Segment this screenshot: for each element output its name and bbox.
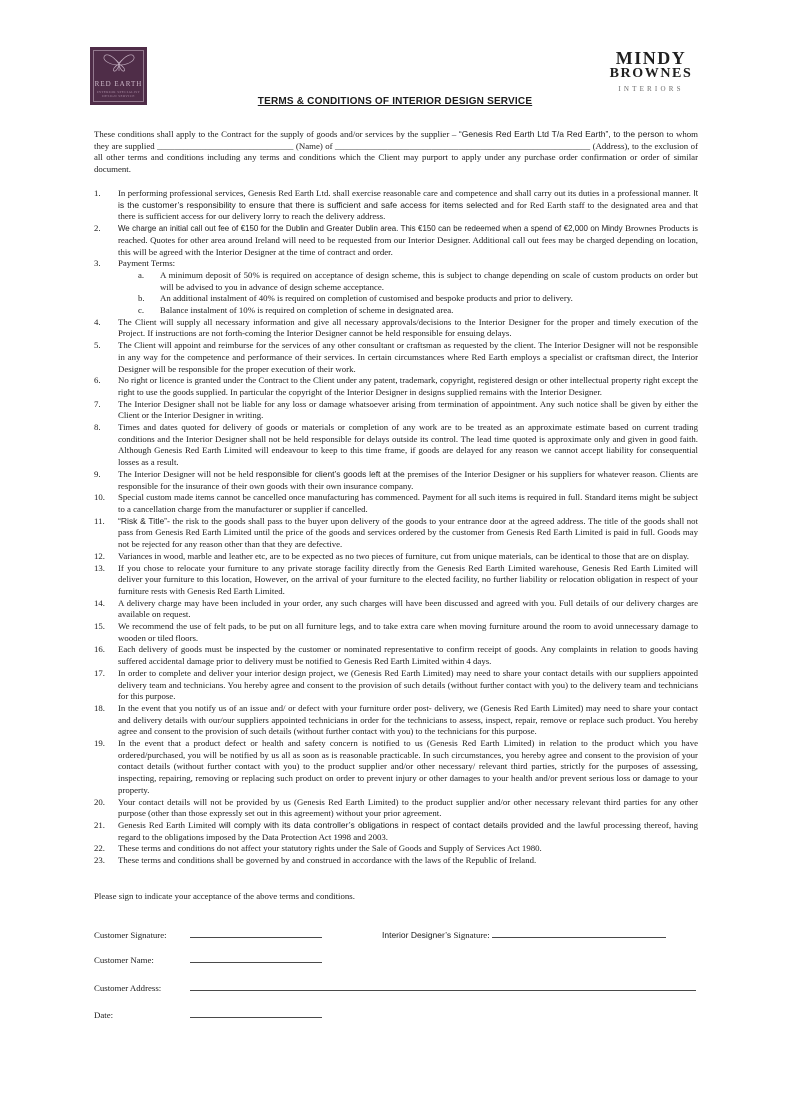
term-item-6	[94, 375, 698, 398]
term-item-8	[94, 422, 698, 469]
customer-name-label: Customer Name:	[94, 955, 154, 965]
term-text	[118, 223, 698, 258]
term-number: 15.	[94, 621, 105, 632]
text-run: In the event that you notify us of an issue and/ or defect with your furniture order post- delivery, we (Genesis Red Earth Limited) may need to share your contact and delivery details with our/our suppliers appointed technicians in order for the technicians to assess, inspect, repair, remove or replace such product. You hereby agree and consent to the provision of such details (without further contact with you) to the technicians for this purpose.	[118, 702, 698, 737]
customer-name-row	[94, 953, 322, 967]
term-item-22	[94, 843, 698, 855]
term-number: 16.	[94, 644, 105, 655]
term-number: 21.	[94, 819, 105, 830]
text-run: will comply with its data controller’s obligations in respect of contact details provided and	[218, 819, 565, 830]
text-run: A minimum deposit of 50% is required on acceptance of design scheme, this is subject to change depending on scale of custom products on order but will be advised to you in advance of design scheme acceptance.	[160, 269, 698, 292]
page-title: TERMS & CONDITIONS OF INTERIOR DESIGN SERVICE	[257, 96, 533, 107]
signature-section	[94, 891, 698, 1020]
term-item-20	[94, 797, 698, 820]
term-number: 23.	[94, 855, 105, 866]
customer-address-row	[94, 981, 696, 995]
term-number: 7.	[94, 398, 101, 409]
term-text	[118, 598, 698, 621]
text-run: In performing professional services, Genesis Red Earth Ltd. shall exercise reasonable care and competence and shall carry out its duties in a professional manner.	[118, 188, 694, 198]
term-number: c.	[138, 305, 145, 316]
term-text	[118, 644, 698, 667]
text-run: Your contact details will not be provided by us (Genesis Red Earth Limited) to the product supplier and/or other necessary relevant third parties for any other purpose (other than those expressly set out in this agreement) without your prior agreement.	[118, 796, 698, 819]
term-number: 12.	[94, 550, 105, 561]
term-number: 13.	[94, 562, 105, 573]
date-row	[94, 1008, 322, 1022]
text-run: Each delivery of goods must be inspected by the customer or nominated representative to confirm receipt of goods. Any complaints in relation to goods having suffered accidental damage prior to delivery must be notified to Genesis Red Earth Limited within 4 days.	[118, 644, 698, 667]
term-item-17	[94, 668, 698, 703]
term-text	[160, 270, 698, 293]
text-run: In the event that a product defect or health and safety concern is notified to us (Genesis Red Earth Limited) in relation to the product which you have ordered/purchased, you will be notified by us all as soon as is reasonable practicable. In such circumstances, you hereby agree and consent to the provision of your contact details (without further contact with you) to the product supplier and/or other necessary/ relevant third parties, strictly for the purposes of assessing, inspecting, repairing, removing or replacing such product on order to prevent injury or other damages to your health and/or prevent serious loss or damage to your property.	[118, 738, 698, 795]
term-number: 5.	[94, 340, 101, 351]
term-number: 1.	[94, 188, 101, 198]
term-number: b.	[138, 293, 145, 304]
term-item-14	[94, 598, 698, 621]
term-text	[118, 668, 698, 703]
term-item-9	[94, 469, 698, 492]
text-run: We charge an initial call out fee of €150 for the Dublin and Greater Dublin area. This €150 can be redeemed when a spend of €2,000 on Mindy	[118, 224, 626, 234]
text-run: responsible for client’s goods left at the	[255, 468, 408, 479]
term-item-12	[94, 551, 698, 563]
term-item-5	[94, 340, 698, 375]
term-item-4	[94, 317, 698, 340]
text-run: The Interior Designer shall not be liable for any loss or damage whatsoever arising from termination of appointment. Any such notice shall be given by either the Client or the Interior Designer in writing.	[118, 398, 698, 421]
term-text	[118, 258, 698, 270]
customer-signature-row	[94, 928, 698, 942]
name-blank[interactable]: _______________________________	[157, 140, 294, 151]
logo-tagline-line1: INTERIOR SPECIALIST	[96, 90, 141, 94]
term-text	[118, 188, 698, 223]
term-number: 8.	[94, 422, 101, 433]
text-run: The Client will supply all necessary information and give all necessary approvals/decisions to the Interior Designer for the proper and timely execution of the Project. If instructions are not forth-coming the Interior Designer cannot be held responsible for ensuing delays.	[118, 316, 698, 339]
term-item-11	[94, 516, 698, 551]
text-run: Special custom made items cannot be cancelled once manufacturing has commenced. Payment for all such items is required in full. Standard items might be subject to a cancellation charge from the manufacturer or supplier if cancelled.	[118, 492, 698, 514]
term-text	[118, 563, 698, 598]
term-text	[118, 855, 698, 867]
term-number: 20.	[94, 796, 105, 807]
term-text	[118, 516, 698, 551]
text-run: the lawful processing thereof, having regard to the obligations imposed by the Data Protection Act 1998 and 2003.	[118, 819, 698, 842]
logo-brand-text: RED EARTH	[94, 80, 143, 88]
term-text	[118, 797, 698, 820]
text-run: (Name) of	[293, 140, 336, 151]
term-item-18	[94, 703, 698, 738]
intro-paragraph	[94, 129, 698, 176]
designer-label-sans: Interior Designer’s	[382, 930, 454, 940]
designer-label-serif: Signature:	[453, 930, 490, 940]
text-run: “Risk & Title”	[118, 515, 168, 526]
term-text	[118, 703, 698, 738]
term-number: 14.	[94, 597, 105, 608]
text-run: Balance instalment of 10% is required on completion of scheme in designated area.	[160, 305, 454, 316]
term-text	[118, 738, 698, 797]
term-subitem-c	[138, 305, 698, 317]
text-run: Times and dates quoted for delivery of goods or materials or completion of any work are to be treated as an approximate estimate based on current trading conditions and the Interior Designer shall not be held responsible for delays outside its control. The lead time quoted is approximate only and given in good faith. Although Genesis Red Earth Limited will endeavour to keep to this time frame, if goods are delayed for any reason we cannot accept liability for consequential losses as a result.	[118, 422, 698, 468]
moth-icon	[102, 52, 136, 74]
text-run: These terms and conditions do not affect your statutory rights under the Sale of Goods and Supply of Services Act 1980.	[118, 843, 542, 854]
terms-list	[94, 188, 698, 867]
term-number: 4.	[94, 316, 101, 327]
designer-signature-line[interactable]	[492, 928, 666, 938]
sign-instruction: Please sign to indicate your acceptance of the above terms and conditions.	[94, 891, 355, 901]
term-number: 22.	[94, 843, 105, 854]
text-run: In order to complete and deliver your interior design project, we (Genesis Red Earth Limited) may need to share your contact details with our suppliers appointed delivery team and technicians. You hereby agree and consent to the provision of such details (without further contact with you) to the delivery team and technicians for this purpose.	[118, 667, 698, 702]
address-blank[interactable]: __________________________________________________________	[335, 140, 591, 151]
logo-line-interiors: INTERIORS	[618, 85, 684, 93]
term-item-10	[94, 492, 698, 515]
term-item-2	[94, 223, 698, 258]
term-number: 17.	[94, 667, 105, 678]
logo-line-mindy: MINDY	[615, 48, 687, 68]
term-number: 2.	[94, 223, 101, 234]
term-text	[160, 305, 698, 317]
term-item-21	[94, 820, 698, 843]
term-text	[118, 375, 698, 398]
customer-signature-line[interactable]	[190, 928, 322, 938]
mindy-brownes-logo	[593, 50, 709, 94]
text-run: If you chose to relocate your furniture to any private storage facility directly from the Genesis Red Earth Limited warehouse, Genesis Red Earth Limited will deliver your furniture to this location, However, on the arrival of your furniture to the elected facility, no further liability or relocation obligation in respect of your furniture rests with Genesis Red Earth Limited.	[118, 562, 698, 596]
term-number: 10.	[94, 492, 105, 503]
term-number: 19.	[94, 738, 105, 749]
term-number: 9.	[94, 468, 101, 479]
text-run: It is the customer’s responsibility to ensure that there is sufficient and safe access for items selected	[118, 188, 698, 210]
term-text	[118, 843, 698, 855]
logo-tagline-line2: DESIGN SERVICE	[102, 94, 135, 99]
text-run: These conditions shall apply to the Contract for the supply of goods and/or services by the supplier –	[94, 129, 459, 139]
term-text	[118, 399, 698, 422]
text-run: Variances in wood, marble and leather etc, are to be expected as no two pieces of furniture, cut from unique materials, can be identical to those that are on display.	[118, 550, 690, 561]
term-subitem-b	[138, 293, 698, 305]
text-run: and for Red Earth staff to the designated area and that there is sufficient access for our delivery lorry to reach the delivery address.	[118, 199, 699, 222]
text-run: Brownes Products is reached. Quotes for other area around Ireland will need to be requested from our Interior Designer. Additional call out fees may be charged depending on location, this will be agreed with the Interior Designer at the time of contract and order.	[118, 223, 698, 257]
text-run: Payment Terms:	[118, 258, 176, 269]
text-run: An additional instalment of 40% is required on completion of customised and bespoke products and prior to delivery.	[160, 293, 573, 304]
term-item-3	[94, 258, 698, 270]
text-run: A delivery charge may have been included in your order, any such charges will have been discussed and agreed with you. Full details of our delivery charges are available on request.	[118, 597, 698, 620]
term-text	[118, 422, 698, 469]
term-text	[118, 317, 698, 340]
term-item-19	[94, 738, 698, 797]
text-run: The Interior Designer will not be held	[118, 468, 256, 479]
text-run: “Genesis Red Earth Ltd T/a Red Earth”, to the person	[458, 129, 664, 139]
term-number: 3.	[94, 258, 101, 269]
term-text	[118, 469, 698, 492]
text-run: - the risk to the goods shall pass to the buyer upon delivery of the goods to your entrance door at the agreed address. The title of the goods shall not pass from Genesis Red Earth Limited until the price of the goods and services ordered by the customer from Genesis Red Earth Limited is paid in full. Goods may not be rejected for any reason other than that they are defective.	[118, 515, 698, 550]
text-run: We recommend the use of felt pads, to be put on all furniture legs, and to take extra care when moving furniture around the room to avoid unnecessary damage to wooden or tiled floors.	[118, 621, 698, 643]
term-item-16	[94, 644, 698, 667]
term-item-15	[94, 621, 698, 644]
term-text	[118, 492, 698, 515]
text-run: to whom they are supplied	[94, 129, 698, 151]
term-number: 18.	[94, 702, 105, 713]
term-text	[118, 551, 698, 563]
date-line[interactable]	[190, 1008, 322, 1018]
customer-address-line[interactable]	[190, 981, 696, 991]
term-text	[118, 340, 698, 375]
text-run: premises of the Interior Designer or his suppliers for whatever reason. Clients are responsible for the insurance of their own goods with their own insurance company.	[118, 468, 698, 491]
customer-name-line[interactable]	[190, 953, 322, 963]
term-item-7	[94, 399, 698, 422]
logo-line-brownes: BROWNES	[609, 66, 693, 81]
text-run: No right or licence is granted under the Contract to the Client under any patent, trademark, copyright, registered design or other intellectual property right except the right to use the goods supplied. In particular the copyright of the Interior Designer in designs supplied remains with the Interior Designer.	[118, 375, 698, 397]
term-subitem-a	[138, 270, 698, 293]
term-text	[118, 621, 698, 644]
term-item-23	[94, 855, 698, 867]
text-run: These terms and conditions shall be governed by and construed in accordance with the laws of the Republic of Ireland.	[118, 855, 537, 866]
customer-address-label: Customer Address:	[94, 983, 162, 993]
date-label: Date:	[94, 1010, 114, 1020]
term-number: 6.	[94, 375, 101, 386]
term-item-13	[94, 563, 698, 598]
text-run: (Address), to the exclusion of all other terms and conditions including any terms and conditions which the Client may purport to apply under any purchase order confirmation or order of similar document.	[94, 140, 698, 175]
term-item-1	[94, 188, 698, 223]
customer-signature-label: Customer Signature:	[94, 930, 167, 940]
term-text	[118, 820, 698, 843]
term-number: 11.	[94, 515, 105, 526]
term-number: a.	[138, 269, 145, 280]
text-run: The Client will appoint and reimburse for the services of any other consultant or craftsman as requested by the client. The Interior Designer will not be responsible in any way for the competence and performance of their services. In certain circumstances where Red Earth employs a specialist or craftsman direct, the Interior Designer will be responsible for the proper execution of their work.	[118, 340, 698, 374]
designer-signature-label	[382, 930, 490, 940]
designer-signature-group	[382, 928, 666, 942]
text-run: Genesis Red Earth Limited	[118, 819, 219, 830]
term-text	[160, 293, 698, 305]
